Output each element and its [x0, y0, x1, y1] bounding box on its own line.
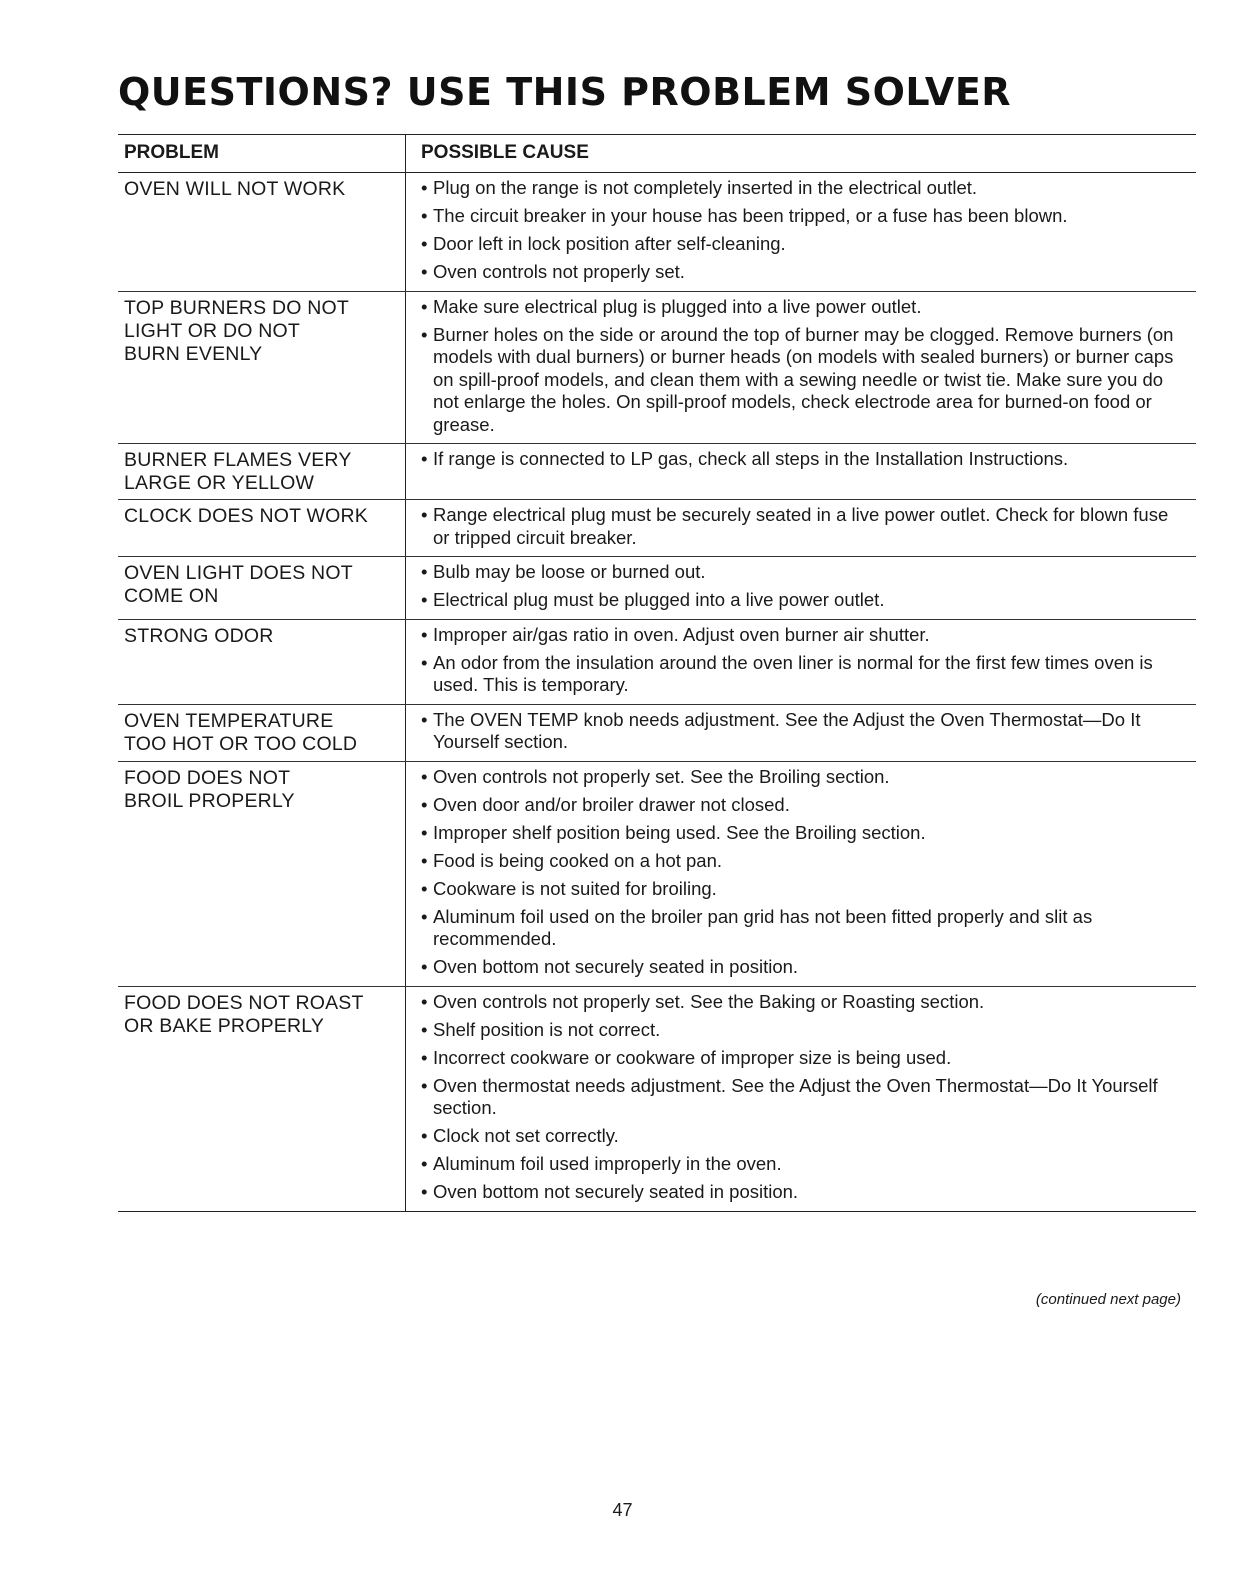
- bullet-icon: •: [421, 295, 428, 317]
- cause-text: Make sure electrical plug is plugged into a live power outlet.: [433, 295, 922, 317]
- cause-item: [421, 504, 1188, 549]
- table-row: [118, 173, 1196, 292]
- cause-text: Oven controls not properly set. See the Broiling section.: [433, 765, 890, 787]
- cause-text: The OVEN TEMP knob needs adjustment. See the Adjust the Oven Thermostat—Do It Yourself section.: [433, 708, 1141, 752]
- cause-text: Aluminum foil used on the broiler pan grid has not been fitted properly and slit as recommended.: [433, 905, 1093, 949]
- cause-column-header: POSSIBLE CAUSE: [421, 142, 589, 163]
- cause-cell: [405, 557, 1196, 619]
- cause-text: Food is being cooked on a hot pan.: [433, 849, 723, 871]
- cause-item: [421, 1153, 1188, 1176]
- table-row: [118, 500, 1196, 557]
- cause-text: Oven door and/or broiler drawer not closed.: [433, 793, 790, 815]
- cause-cell: [405, 500, 1196, 556]
- cause-cell: [405, 705, 1196, 761]
- column-divider: [405, 135, 406, 172]
- bullet-icon: •: [421, 233, 428, 254]
- cause-item: [421, 1125, 1188, 1148]
- bullet-icon: •: [421, 1046, 428, 1068]
- cause-item: [421, 709, 1188, 754]
- cause-cell: [405, 444, 1196, 499]
- bullet-icon: •: [421, 1153, 428, 1174]
- bullet-icon: •: [421, 205, 428, 226]
- cause-text: Plug on the range is not completely inserted in the electrical outlet.: [433, 177, 978, 198]
- problem-cell: CLOCK DOES NOT WORK: [124, 505, 368, 527]
- cause-text: An odor from the insulation around the oven liner is normal for the first few times oven is used. This is temporary.: [433, 651, 1153, 695]
- bullet-icon: •: [421, 1074, 428, 1096]
- cause-text: Door left in lock position after self-cleaning.: [433, 233, 786, 254]
- problem-solver-table: [118, 134, 1196, 1212]
- cause-cell: [405, 620, 1196, 704]
- cause-item: [421, 177, 1188, 200]
- cause-text: Cookware is not suited for broiling.: [433, 877, 717, 899]
- cause-text: Range electrical plug must be securely seated in a live power outlet. Check for blown fuse or tripped circuit breaker.: [433, 504, 1169, 548]
- bullet-icon: •: [421, 821, 428, 843]
- cause-item: [421, 1075, 1188, 1120]
- problem-cell: TOP BURNERS DO NOT LIGHT OR DO NOT BURN EVENLY: [124, 296, 349, 365]
- table-row: [118, 705, 1196, 762]
- bullet-icon: •: [421, 448, 428, 469]
- bullet-icon: •: [421, 849, 428, 871]
- page-number: 47: [612, 1500, 633, 1520]
- cause-item: [421, 233, 1188, 256]
- cause-item: [421, 878, 1188, 901]
- problem-cell: OVEN LIGHT DOES NOT COME ON: [124, 562, 353, 607]
- bullet-icon: •: [421, 765, 428, 787]
- bullet-icon: •: [421, 990, 428, 1012]
- cause-text: Improper shelf position being used. See the Broiling section.: [433, 821, 926, 843]
- cause-item: [421, 1019, 1188, 1042]
- bullet-icon: •: [421, 905, 428, 927]
- cause-text: Oven bottom not securely seated in position.: [433, 1181, 799, 1202]
- problem-cell: BURNER FLAMES VERY LARGE OR YELLOW: [124, 449, 352, 494]
- problem-cell: OVEN TEMPERATURE TOO HOT OR TOO COLD: [124, 709, 358, 755]
- bullet-icon: •: [421, 261, 428, 282]
- bullet-icon: •: [421, 793, 428, 815]
- cause-item: [421, 794, 1188, 817]
- cause-item: [421, 448, 1188, 471]
- cause-item: [421, 261, 1188, 284]
- cause-item: [421, 991, 1188, 1014]
- cause-text: Shelf position is not correct.: [433, 1018, 661, 1040]
- bullet-icon: •: [421, 1125, 428, 1146]
- cause-text: Oven controls not properly set. See the Baking or Roasting section.: [433, 990, 985, 1012]
- cause-text: Electrical plug must be plugged into a live power outlet.: [433, 589, 885, 610]
- cause-item: [421, 956, 1188, 979]
- cause-text: If range is connected to LP gas, check all steps in the Installation Instructions.: [433, 448, 1069, 469]
- table-header: [118, 134, 1196, 173]
- cause-text: Oven thermostat needs adjustment. See the Adjust the Oven Thermostat—Do It Yourself section.: [433, 1074, 1158, 1118]
- cause-item: [421, 652, 1188, 697]
- cause-text: Burner holes on the side or around the top of burner may be clogged. Remove burners (on models with dual burners) or burner heads (on models with sealed burners) or burner caps on spill-proof models, and clean them with a sewing needle or twist tie. Make sure you do not enlarge the holes. On spill-proof models, check electrode area for burned-on food or grease.: [433, 323, 1174, 435]
- cause-item: [421, 850, 1188, 873]
- cause-cell: [405, 292, 1196, 444]
- cause-text: Clock not set correctly.: [433, 1125, 619, 1146]
- cause-item: [421, 205, 1188, 228]
- bullet-icon: •: [421, 561, 428, 582]
- cause-item: [421, 624, 1188, 647]
- cause-cell: [405, 987, 1196, 1211]
- cause-item: [421, 766, 1188, 789]
- cause-item: [421, 324, 1188, 437]
- bullet-icon: •: [421, 956, 428, 977]
- continued-note: (continued next page): [1035, 1291, 1181, 1308]
- cause-item: [421, 822, 1188, 845]
- cause-item: [421, 296, 1188, 319]
- cause-text: Aluminum foil used improperly in the oven.: [433, 1153, 782, 1174]
- cause-text: Oven bottom not securely seated in position.: [433, 956, 799, 977]
- cause-text: Incorrect cookware or cookware of improper size is being used.: [433, 1046, 952, 1068]
- problem-column-header: PROBLEM: [124, 142, 219, 163]
- bullet-icon: •: [421, 651, 428, 673]
- bullet-icon: •: [421, 1018, 428, 1040]
- bullet-icon: •: [421, 177, 428, 198]
- bullet-icon: •: [421, 323, 428, 345]
- table-row: [118, 292, 1196, 445]
- bullet-icon: •: [421, 504, 428, 525]
- cause-cell: [405, 173, 1196, 291]
- cause-text: Oven controls not properly set.: [433, 261, 685, 282]
- bullet-icon: •: [421, 589, 428, 610]
- problem-cell: OVEN WILL NOT WORK: [124, 178, 346, 200]
- page-title: QUESTIONS? USE THIS PROBLEM SOLVER: [118, 70, 1012, 114]
- cause-text: Bulb may be loose or burned out.: [433, 561, 706, 582]
- cause-text: The circuit breaker in your house has been tripped, or a fuse has been blown.: [433, 205, 1068, 226]
- table-row: [118, 620, 1196, 705]
- bullet-icon: •: [421, 877, 428, 899]
- cause-item: [421, 561, 1188, 584]
- table-row: [118, 444, 1196, 500]
- problem-cell: FOOD DOES NOT BROIL PROPERLY: [124, 766, 295, 812]
- problem-cell: FOOD DOES NOT ROAST OR BAKE PROPERLY: [124, 991, 364, 1037]
- bullet-icon: •: [421, 1181, 428, 1202]
- cause-item: [421, 1181, 1188, 1204]
- cause-item: [421, 589, 1188, 612]
- table-body: [118, 173, 1196, 1212]
- cause-cell: [405, 762, 1196, 986]
- table-row: [118, 762, 1196, 987]
- cause-item: [421, 906, 1188, 951]
- bullet-icon: •: [421, 708, 428, 730]
- bullet-icon: •: [421, 623, 428, 645]
- cause-text: Improper air/gas ratio in oven. Adjust oven burner air shutter.: [433, 623, 930, 645]
- cause-item: [421, 1047, 1188, 1070]
- table-row: [118, 557, 1196, 620]
- problem-cell: STRONG ODOR: [124, 624, 274, 647]
- table-row: [118, 987, 1196, 1212]
